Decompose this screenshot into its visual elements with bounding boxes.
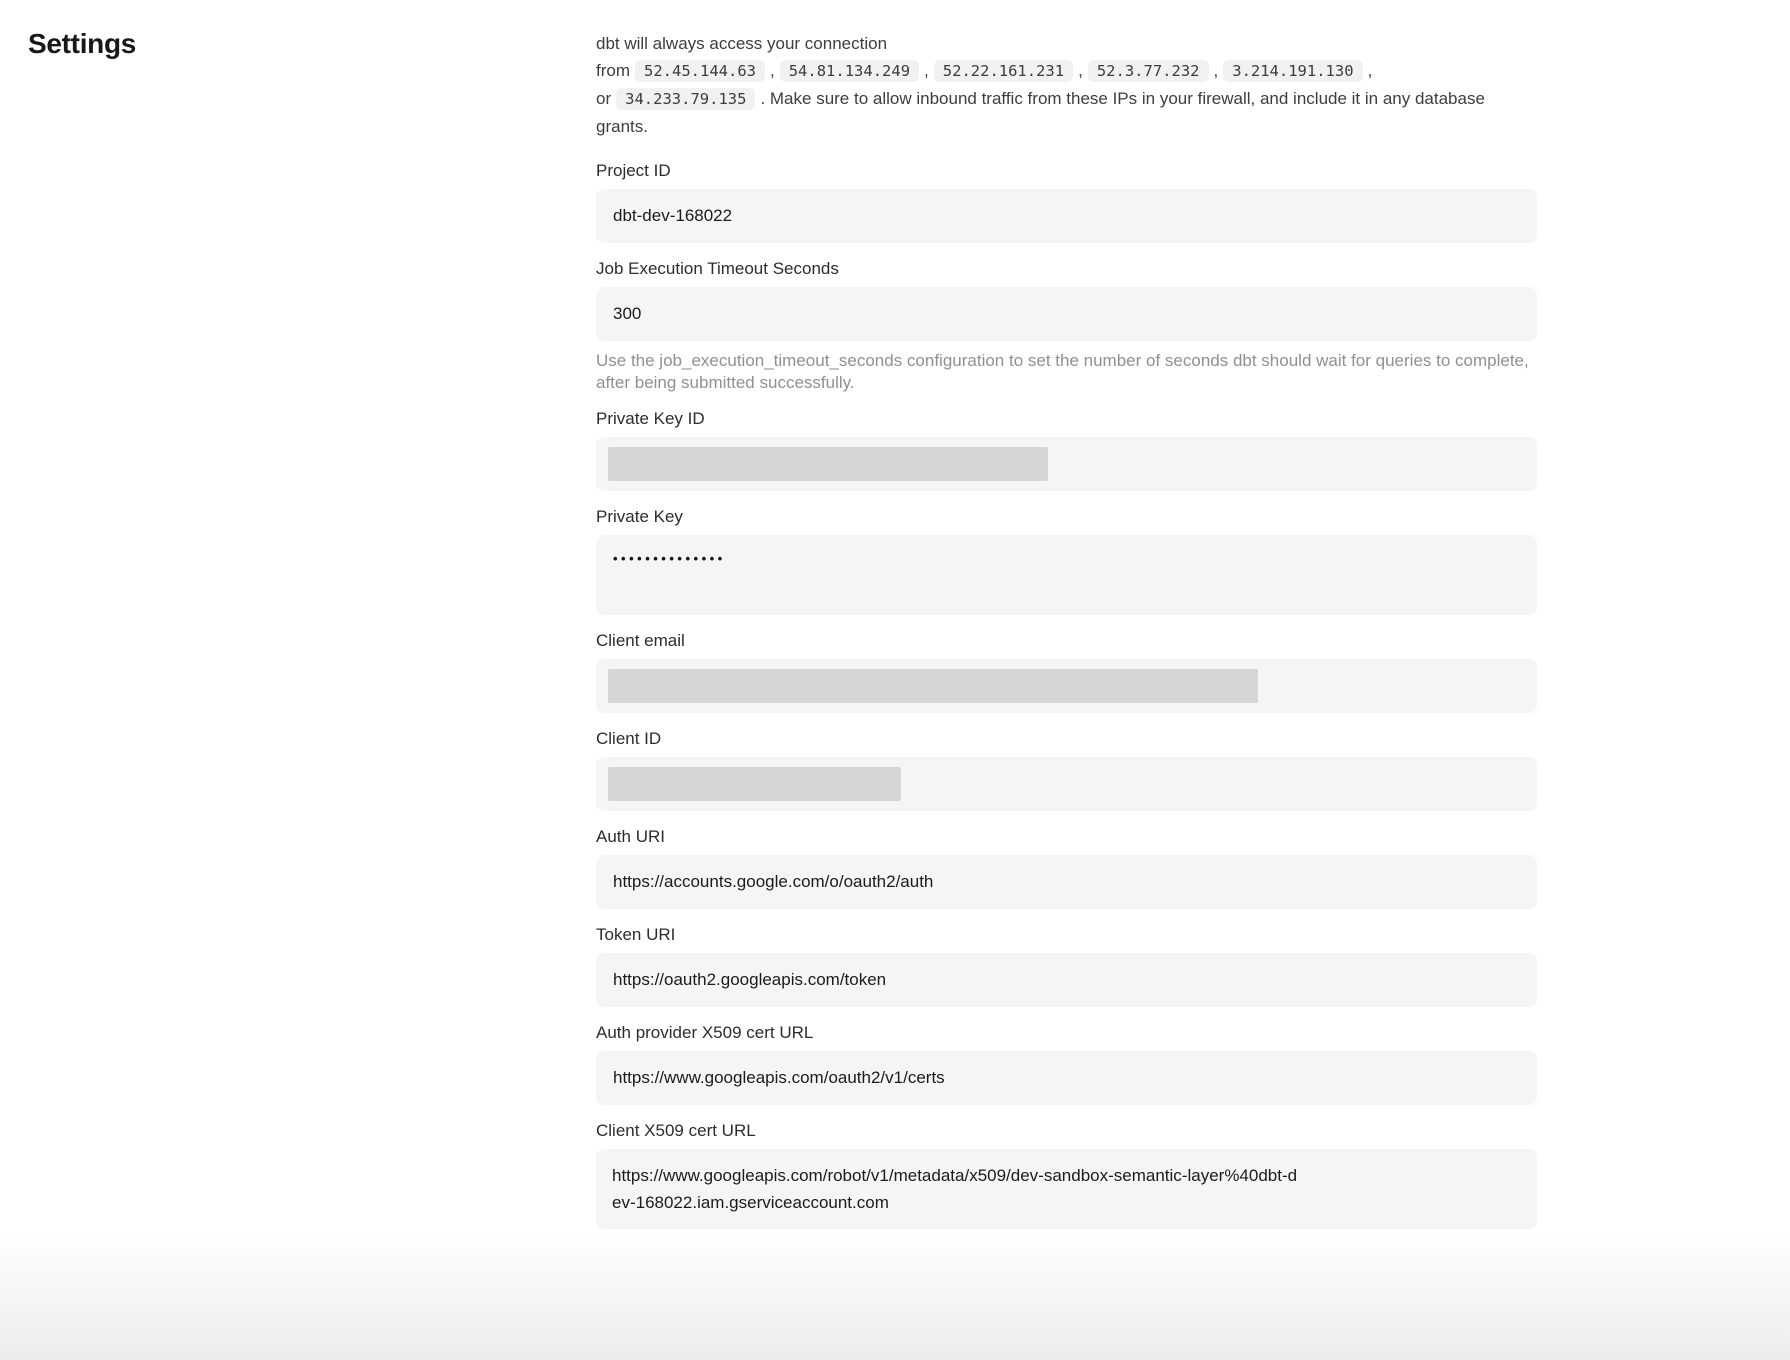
- redacted-value-bar: [608, 767, 901, 801]
- auth-provider-x509-cert-url-value: https://www.googleapis.com/oauth2/v1/certs: [613, 1068, 945, 1087]
- project-id-label: Project ID: [596, 161, 671, 180]
- separator: ,: [1078, 61, 1083, 80]
- ip-address-chip: 52.45.144.63: [635, 60, 765, 82]
- auth-provider-x509-cert-url-label: Auth provider X509 cert URL: [596, 1023, 814, 1042]
- separator: ,: [769, 61, 775, 80]
- project-id-value: dbt-dev-168022: [613, 206, 733, 225]
- ip-address-chip: 34.233.79.135: [616, 88, 755, 110]
- job-execution-timeout-value: 300: [613, 304, 642, 323]
- ip-address-chip: 3.214.191.130: [1223, 60, 1362, 82]
- auth-uri-input[interactable]: [596, 855, 1537, 909]
- client-x509-cert-url-label: Client X509 cert URL: [596, 1121, 756, 1140]
- ip-address-chip: 52.22.161.231: [934, 60, 1073, 82]
- redacted-value-bar: [608, 669, 1258, 703]
- project-id-input[interactable]: [596, 189, 1537, 243]
- ip-address-chip: 54.81.134.249: [780, 60, 919, 82]
- auth-uri-label: Auth URI: [596, 827, 665, 846]
- job-execution-timeout-input[interactable]: [596, 287, 1537, 341]
- separator: ,: [924, 61, 929, 80]
- client-x509-cert-url-value: https://www.googleapis.com/robot/v1/metadata/x509/dev-sandbox-semantic-layer%40dbt-dev-168022.iam.gserviceaccount.com: [612, 1166, 1298, 1212]
- redacted-value-bar: [608, 447, 1048, 481]
- bottom-fade: [0, 1230, 1790, 1360]
- separator: ,: [1213, 61, 1219, 80]
- field-group-client-id: [596, 729, 1537, 811]
- page-title: Settings: [28, 28, 137, 59]
- field-group-auth-provider-x509-cert-url: [596, 1023, 1537, 1105]
- private-key-id-input[interactable]: [596, 437, 1537, 491]
- private-key-id-label: Private Key ID: [596, 409, 705, 428]
- job-execution-timeout-helper: Use the job_execution_timeout_seconds configuration to set the number of seconds dbt should wait for queries to complete, after being submitted successfully.: [596, 351, 1529, 392]
- field-group-job-execution-timeout: [596, 259, 1537, 393]
- private-key-input[interactable]: [596, 535, 1537, 615]
- job-execution-timeout-label: Job Execution Timeout Seconds: [596, 259, 839, 278]
- intro-prefix: dbt will always access your connection from: [596, 34, 888, 80]
- field-group-private-key: [596, 507, 1537, 615]
- client-email-input[interactable]: [596, 659, 1537, 713]
- token-uri-input[interactable]: [596, 953, 1537, 1007]
- field-group-client-email: [596, 631, 1537, 713]
- client-id-label: Client ID: [596, 729, 662, 748]
- field-group-auth-uri: [596, 827, 1537, 909]
- settings-form: [596, 30, 1537, 1245]
- token-uri-value: https://oauth2.googleapis.com/token: [613, 970, 887, 989]
- connection-ip-notice: [596, 30, 1537, 140]
- field-group-project-id: [596, 161, 1537, 243]
- private-key-masked-value: ••••••••••••••: [613, 551, 726, 566]
- field-group-token-uri: [596, 925, 1537, 1007]
- private-key-label: Private Key: [596, 507, 683, 526]
- token-uri-label: Token URI: [596, 925, 676, 944]
- auth-uri-value: https://accounts.google.com/o/oauth2/auth: [613, 872, 934, 891]
- field-group-private-key-id: [596, 409, 1537, 491]
- separator: , or: [596, 61, 1373, 108]
- client-id-input[interactable]: [596, 757, 1537, 811]
- client-email-label: Client email: [596, 631, 685, 650]
- auth-provider-x509-cert-url-input[interactable]: [596, 1051, 1537, 1105]
- client-x509-cert-url-input[interactable]: [596, 1149, 1537, 1229]
- field-group-client-x509-cert-url: [596, 1121, 1537, 1229]
- ip-address-chip: 52.3.77.232: [1088, 60, 1209, 82]
- intro-suffix: . Make sure to allow inbound traffic from these IPs in your firewall, and include it in any database grants.: [596, 89, 1485, 136]
